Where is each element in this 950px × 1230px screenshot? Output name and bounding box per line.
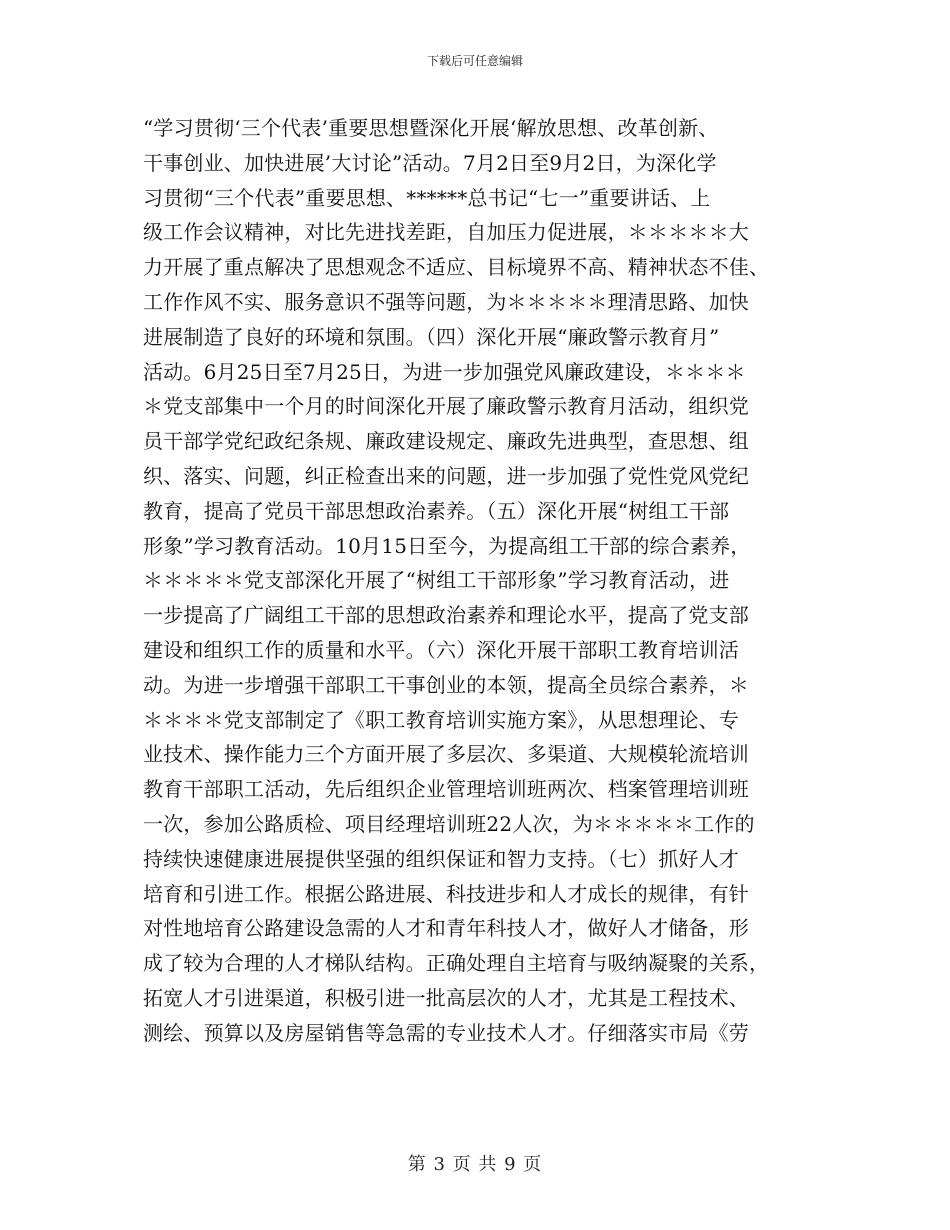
text-line: 力开展了重点解决了思想观念不适应、目标境界不高、精神状态不佳、 xyxy=(143,255,770,280)
text-line: 级工作会议精神，对比先进找差距，自加压力促进展，＊＊＊＊＊大 xyxy=(143,220,749,245)
text-line: 一步提高了广阔组工干部的思想政治素养和理论水平，提高了党支部 xyxy=(143,603,749,628)
text-line: 持续快速健康进展提供坚强的组织保证和智力支持。（七）抓好人才 xyxy=(143,846,739,871)
text-line: 习贯彻“三个代表”重要思想、******总书记“七一”重要讲话、上 xyxy=(143,185,711,210)
text-line: 成了较为合理的人才梯队结构。正确处理自主培育与吸纳凝聚的关系， xyxy=(143,951,770,976)
text-line: 业技术、操作能力三个方面开展了多层次、多渠道、大规模轮流培训 xyxy=(143,742,749,767)
page-header: 下载后可任意编辑 xyxy=(426,54,523,68)
text-line: 建设和组织工作的质量和水平。（六）深化开展干部职工教育培训活 xyxy=(143,637,739,662)
text-line: 测绘、预算以及房屋销售等急需的专业技术人才。仔细落实市局《劳 xyxy=(143,1020,749,1045)
text-line: 工作作风不实、服务意识不强等问题，为＊＊＊＊＊理清思路、加快 xyxy=(143,289,749,314)
text-line: 干事创业、加快进展’大讨论”活动。7月2日至9月2日，为深化学 xyxy=(143,150,717,175)
text-line: 形象”学习教育活动。10月15日至今，为提高组工干部的综合素养， xyxy=(143,533,751,558)
text-line: 活动。6月25日至7月25日，为进一步加强党风廉政建设，＊＊＊＊ xyxy=(143,359,746,384)
text-line: ＊党支部集中一个月的时间深化开展了廉政警示教育月活动，组织党 xyxy=(143,394,749,419)
text-line: 一次，参加公路质检、项目经理培训班22人次，为＊＊＊＊＊工作的 xyxy=(143,811,755,836)
text-line: 教育，提高了党员干部思想政治素养。（五）深化开展“树组工干部 xyxy=(143,498,730,523)
text-line: 织、落实、问题，纠正检查出来的问题，进一步加强了党性党风党纪 xyxy=(143,463,749,488)
text-line: 拓宽人才引进渠道，积极引进一批高层次的人才，尤其是工程技术、 xyxy=(143,985,749,1010)
text-line: ＊＊＊＊＊党支部深化开展了“树组工干部形象”学习教育活动，进 xyxy=(143,568,730,593)
page-number-footer: 第 3 页 共 9 页 xyxy=(407,1154,543,1175)
text-line: 进展制造了良好的环境和氛围。（四）深化开展“廉政警示教育月” xyxy=(143,324,720,349)
text-line: 培育和引进工作。根据公路进展、科技进步和人才成长的规律，有针 xyxy=(143,881,749,906)
text-line: “学习贯彻‘三个代表’重要思想暨深化开展‘解放思想、改革创新、 xyxy=(143,116,719,140)
text-line: 动。为进一步增强干部职工干事创业的本领，提高全员综合素养，＊ xyxy=(143,672,749,697)
body-text xyxy=(143,111,811,1051)
text-line: 教育干部职工活动，先后组织企业管理培训班两次、档案管理培训班 xyxy=(143,777,749,802)
text-line: ＊＊＊＊党支部制定了《职工教育培训实施方案》，从思想理论、专 xyxy=(143,707,739,732)
text-line: 员干部学党纪政纪条规、廉政建设规定、廉政先进典型，查思想、组 xyxy=(143,429,749,454)
text-line: 对性地培育公路建设急需的人才和青年科技人才，做好人才储备，形 xyxy=(143,916,749,941)
